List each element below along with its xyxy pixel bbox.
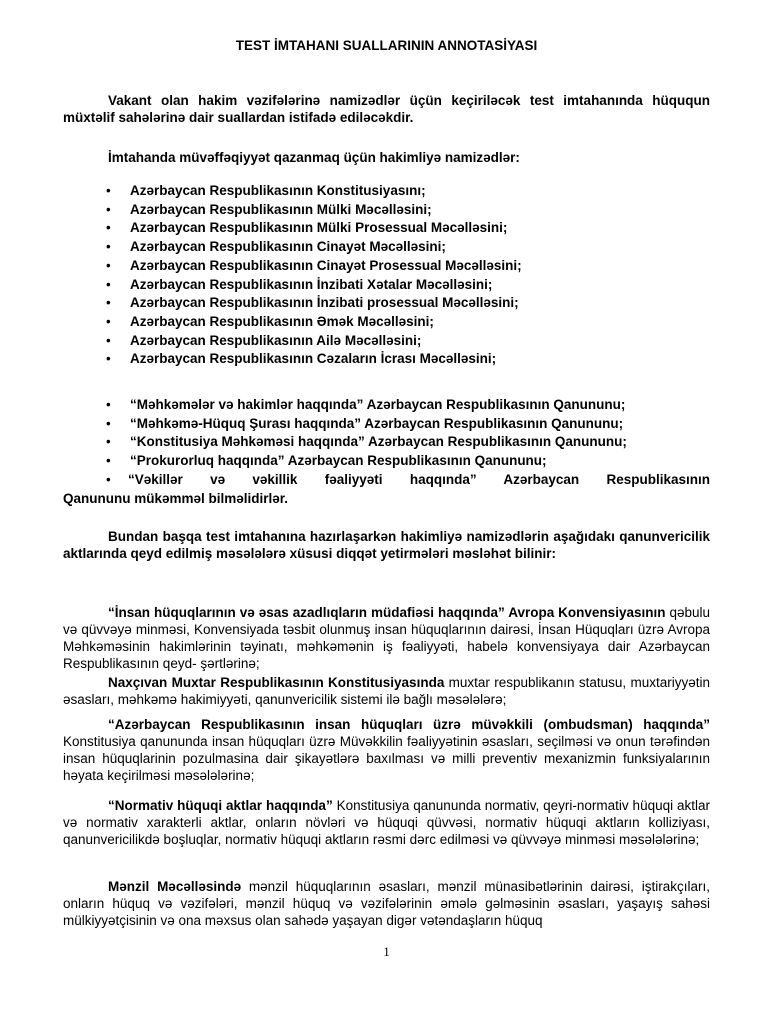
list-item: • “Məhkəmə-Hüquq Şurası haqqında” Azərbaycan Respublikasının Qanununu; xyxy=(63,415,710,434)
bullet-icon: • xyxy=(106,257,111,273)
list-item: • “Vəkillər və vəkillik fəaliyyəti haqqında” Azərbaycan Respublikasının Qanununu mükəmməl bilməlidirlər. xyxy=(63,471,710,506)
bullet-icon: • xyxy=(106,471,111,487)
laws-list xyxy=(63,396,710,508)
list-item: • “Prokurorluq haqqında” Azərbaycan Respublikasının Qanununu; xyxy=(63,452,710,471)
bullet-icon: • xyxy=(106,415,111,431)
bullet-icon: • xyxy=(106,313,111,329)
section-paragraph: Naxçıvan Muxtar Respublikasının Konstitusiyasında muxtar respublikanın statusu, muxtariyyətin əsasları, məhkəmə hakimiyyəti, qanunvericilik sistemi ilə bağlı məsələlərə; xyxy=(63,675,710,707)
intro-paragraph: Vakant olan hakim vəzifələrinə namizədlər üçün keçiriləcək test imtahanında hüququn müxtəlif sahələrinə dair suallardan istifadə ediləcəkdir. xyxy=(63,93,710,125)
list-item: • Azərbaycan Respublikasının Mülki Prosessual Məcəlləsini; xyxy=(63,219,710,238)
list-item: • Azərbaycan Respublikasının Mülki Məcəlləsini; xyxy=(63,201,710,220)
besides-paragraph: Bundan başqa test imtahanına hazırlaşarkən hakimliyə namizədlərin aşağıdakı qanunvericilik aktlarında qeyd edilmiş məsələlərə xüsusi diqqət yetirmələri məsləhət bilinir: xyxy=(63,529,710,561)
bullet-icon: • xyxy=(106,434,111,450)
codes-list xyxy=(63,182,710,369)
section-paragraph: Mənzil Məcəlləsində mənzil hüquqlarının əsasları, mənzil münasibətlərinin dairəsi, iştirakçıları, onların hüquq və vəzifələri, mənzil hüquq və vəzifələrinin əmələ gəlməsinin əsasları, yaşayış sahəsi mülkiyyətçisinin və ona məxsus olan sahədə yaşayan digər vətəndaşların hüquq xyxy=(63,879,710,928)
list-item: • “Konstitusiya Məhkəməsi haqqında” Azərbaycan Respublikasının Qanununu; xyxy=(63,433,710,452)
bullet-icon: • xyxy=(106,220,111,236)
list-item: • Azərbaycan Respublikasının Cinayət Məcəlləsini; xyxy=(63,238,710,257)
bullet-icon: • xyxy=(106,332,111,348)
bullet-icon: • xyxy=(106,183,111,198)
bullet-icon: • xyxy=(106,351,111,367)
page-number: 1 xyxy=(383,944,390,959)
list-item: • Azərbaycan Respublikasının Əmək Məcəlləsini; xyxy=(63,313,710,332)
bullet-icon: • xyxy=(106,276,111,292)
section-paragraph: “İnsan hüquqlarının və əsas azadlıqların müdafiəsi haqqında” Avropa Konvensiyasının qəbulu və qüvvəyə minməsi, Konvensiyada təsbit olunmuş insan hüquqlarının dairəsi, İnsan Hüquqları üzrə Avropa Məhkəməsinin hakimlərinin təyinatı, məhkəmənin iş fəaliyyəti, habelə konvensiyaya dair Azərbaycan Respublikasının qeyd- şərtlərinə; xyxy=(63,605,710,671)
list-item: • Azərbaycan Respublikasının İnzibati prosessual Məcəlləsini; xyxy=(63,294,710,313)
bullet-icon: • xyxy=(106,397,111,412)
document-page xyxy=(63,0,710,1024)
list-item: • Azərbaycan Respublikasının Cinayət Prosessual Məcəlləsini; xyxy=(63,257,710,276)
bullet-icon: • xyxy=(106,201,111,217)
bullet-icon: • xyxy=(106,239,111,255)
bullet-icon: • xyxy=(106,295,111,311)
section-paragraph: “Normativ hüquqi aktlar haqqında” Konstitusiya qanununda normativ, qeyri-normativ hüquqi aktlar və normativ xarakterli aktlar, onların növləri və hüquqi qüvvəsi, normativ hüquqi aktların kolliziyası, qanunvericilikdə boşluqlar, normativ hüquqi aktların rəsmi dərc edilməsi və qüvvəyə minməsi məsələlərinə; xyxy=(63,798,710,847)
section-paragraph: “Azərbaycan Respublikasının insan hüquqları üzrə müvəkkili (ombudsman) haqqında” Konstitusiya qanununda insan hüquqları üzrə Müvəkkilin fəaliyyətinin əsasları, seçilməsi və onun tərəfindən insan hüquqlarinin pozulmasina dair şikayətlərə baxılması və milli preventiv mexanizmin funksiyalarının həyata keçirilməsi məsələlərinə; xyxy=(63,717,710,783)
success-line: İmtahanda müvəffəqiyyət qazanmaq üçün hakimliyə namizədlər: xyxy=(108,150,520,165)
list-item: • Azərbaycan Respublikasının İnzibati Xətalar Məcəlləsini; xyxy=(63,276,710,295)
page-title: TEST İMTAHANI SUALLARININ ANNOTASİYASI xyxy=(235,38,538,53)
list-item: • Azərbaycan Respublikasının Cəzaların İcrası Məcəlləsini; xyxy=(63,350,710,369)
bullet-icon: • xyxy=(106,453,111,469)
list-item: • Azərbaycan Respublikasının Konstitusiyasını; xyxy=(63,182,710,201)
list-item: • “Məhkəmələr və hakimlər haqqında” Azərbaycan Respublikasının Qanununu; xyxy=(63,396,710,415)
list-item: • Azərbaycan Respublikasının Ailə Məcəlləsini; xyxy=(63,332,710,351)
